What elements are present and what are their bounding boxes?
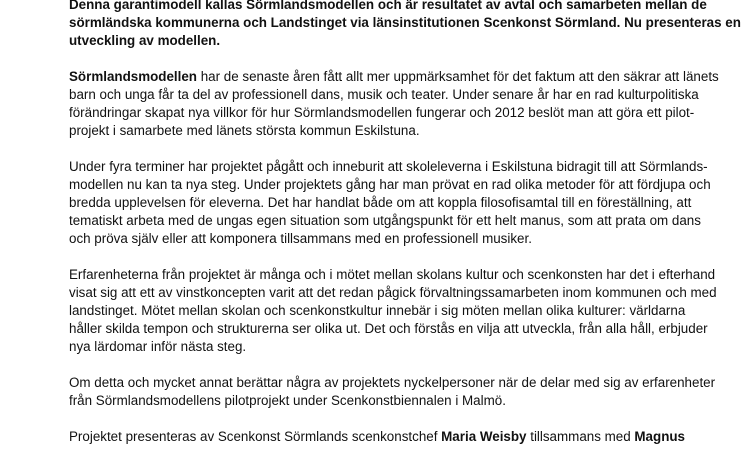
- paragraph-line: håller skilda tempon och strukturerna ser olika ut. Det och förstås en vilja att utveckla, från alla håll, erbjuder: [69, 321, 708, 336]
- intro-line: sörmländska kommunerna och Landstinget via länsinstitutionen Scenkonst Sörmland. Nu presenteras en: [69, 15, 741, 30]
- paragraph-experiences: [69, 266, 717, 356]
- intro-line: Denna garantimodell kallas Sörmlandsmodellen och är resultatet av avtal och samarbeten mellan de: [69, 0, 707, 12]
- line-text: Projektet presenteras av Scenkonst Sörmlands scenkonstchef: [69, 429, 442, 444]
- paragraph-line: Erfarenheterna från projektet är många och i mötet mellan skolans kultur och scenkonsten har det i efterhand: [69, 267, 716, 282]
- paragraph-line: modellen nu kan ta nya steg. Under projektets gång har man prövat en rad olika metoder för att fördjupa och: [69, 177, 711, 192]
- document-page: [69, 0, 741, 464]
- paragraph-presenters: [69, 428, 701, 446]
- paragraph-line: [69, 428, 701, 446]
- paragraph-line: nya lärdomar inför nästa steg.: [69, 339, 247, 354]
- bold-term: Sörmlandsmodellen: [69, 69, 197, 84]
- line-text: tillsammans med: [526, 429, 635, 444]
- paragraph-line: barn och unga får ta del av professionell dans, musik och teater. Under senare år har en rad kulturpolitiska: [69, 87, 699, 102]
- line-text: har de senaste åren fått allt mer uppmärksamhet för det faktum att den säkrar att länets: [196, 69, 719, 84]
- paragraph-line: förändringar skapat nya villkor för hur Sörmlandsmodellen fungerar och 2012 beslöt man att göra ett pilot-: [69, 105, 695, 120]
- paragraph-line: tematiskt arbeta med de ungas egen situation som utgångspunkt för ett helt manus, som att prata om dans: [69, 213, 701, 228]
- paragraph-biennial: [69, 374, 716, 410]
- intro-line: utveckling av modellen.: [69, 33, 221, 48]
- presenter-name: Magnus: [634, 429, 685, 444]
- paragraph-line: landstinget. Mötet mellan skolan och scenkonstkultur innebär i sig möten mellan olika kulturer: världarna: [69, 303, 686, 318]
- paragraph-line: från Sörmlandsmodellens pilotprojekt under Scenkonstbiennalen i Malmö.: [69, 393, 506, 408]
- paragraph-line: bredda upplevelsen för eleverna. Det har handlat både om att koppla filosofisamtal till en föreställning, att: [69, 195, 692, 210]
- paragraph-line: projekt i samarbete med länets största kommun Eskilstuna.: [69, 123, 420, 138]
- intro-paragraph: [69, 0, 741, 50]
- paragraph-line: [69, 68, 719, 86]
- paragraph-line: visat sig att ett av vinstkoncepten varit att det redan pågick förvaltningssamarbeten inom kommunen och med: [69, 285, 717, 300]
- paragraph-sormlandsmodellen: [69, 68, 719, 140]
- presenter-name: Maria Weisby: [441, 429, 527, 444]
- paragraph-line: och pröva själv eller att komponera tillsammans med en professionell musiker.: [69, 231, 532, 246]
- paragraph-line: Under fyra terminer har projektet pågått och inneburit att skoleleverna i Eskilstuna bidragit till att Sörmlands-: [69, 159, 708, 174]
- paragraph-project: [69, 158, 711, 248]
- paragraph-line: Om detta och mycket annat berättar några av projektets nyckelpersoner när de delar med sig av erfarenheter: [69, 375, 716, 390]
